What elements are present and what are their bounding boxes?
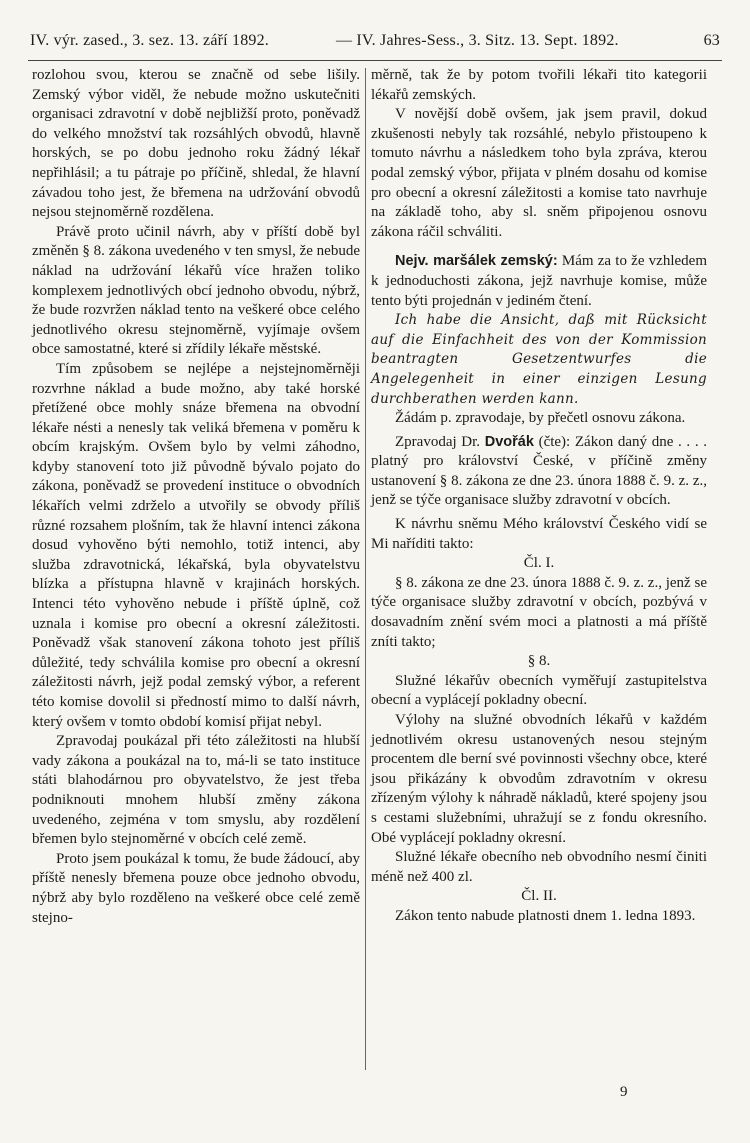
paragraph: Proto jsem poukázal k tomu, že bude žádoucí, aby příště nenesly břemena pouze obce jednoho obvodu, nýbrž aby bylo rozděleno na veškeré obce celé země stejno- [32, 850, 360, 926]
paragraph: Výlohy na služné obvodních lékařů v každém jednotlivém okresu ustanovených nesou stejným procentem dle berní své povinnosti všechny obce, které jsou přikázány k obvodům zdravotním v okresu zřízeným výlohy k náhradě nákladů, které spojeny jsou s cestami služebními, uhražují se z fondu okresního. Obé vyplácejí pokladny okresní. [371, 712, 707, 846]
speaker-paragraph [371, 252, 707, 311]
header-czech: IV. výr. zased., 3. sez. 13. září 1892. [30, 32, 270, 49]
left-column [32, 66, 360, 928]
sheet-number: 9 [620, 1084, 628, 1100]
speaker-paragraph [371, 433, 707, 511]
german-paragraph: Ich habe die Ansicht, daß mit Rücksicht auf die Einfachheit des von der Kommission beantragten Gesetzentwurfes die Angelegenheit in einer einzigen Lesung durchberathen werden kann. [371, 312, 707, 407]
paragraph: měrně, tak že by potom tvořili lékaři tito kategorii lékařů zemských. [371, 67, 707, 103]
paragraph: V novější době ovšem, jak jsem pravil, dokud zkušenosti nebyly tak rozsáhlé, nebylo přistoupeno k tomuto návrhu a následkem toho byla zpráva, kterou podal zemský výbor, přijata v plném dosahu od komise pro obecní a okresní záležitosti a komise tato navrhuje na základě toho, aby sl. sněm připojenou osnovu zákona ráčil schváliti. [371, 106, 707, 240]
article-heading: Čl. I. [523, 555, 555, 572]
speaker-label: Zpravodaj Dr. [395, 433, 481, 450]
paragraph: K návrhu sněmu Mého království Českého vidí se Mi naříditi takto: [371, 516, 707, 552]
speaker-label: Nejv. maršálek zemský: [395, 253, 558, 270]
right-column [371, 66, 707, 927]
page-header [30, 32, 720, 58]
section-heading: § 8. [527, 653, 551, 670]
speech-text: (čte): Zákon daný dne . . . . platný pro království České, v příčině změny ustanovení § 8. zákona ze dne 23. února 1888 č. 9. z. z., jenž se týče organisace služby zdravotní v obcích. [371, 433, 708, 509]
column-divider [365, 68, 366, 1070]
page-number: 63 [703, 32, 720, 49]
paragraph: Služné lékařův obecních vyměřují zastupitelstva obecní a vyplácejí pokladny obecní. [371, 672, 707, 709]
article-heading: Čl. II. [521, 888, 557, 905]
speech-text: Mám za to že vzhledem k jednoduchosti zákona, jejž navrhuje komise, může tento býti projednán v jediném čtení. [371, 253, 707, 309]
paragraph: rozlohou svou, kterou se značně od sebe lišily. Zemský výbor viděl, že nebude možno uskutečniti organisaci zdravotní v době nejbližší proto, poněvadž do velkého množství tak rozsáhlých obvodů, hlavně horských, se po dobu jednoho roku žádný lékař nepřihlásil; a tu pátraje po příčině, shledal, že hlavní závadou toho jest, že břemena na udržování obvodů nejsou stejnoměrně rozdělena. [32, 67, 360, 221]
header-german: — IV. Jahres-Sess., 3. Sitz. 13. Sept. 1892. [336, 32, 619, 49]
spacer [371, 242, 707, 252]
paragraph: Tím způsobem se nejlépe a nejstejnoměrněji rozvrhne náklad a bude možno, aby také horské přetížené obce mohly snáze břemena na obvodní lékaře nésti a nenesly tak veliká břemena v poměru k obcím krajským. Ovšem bylo by velmi záhodno, kdyby stanovení toto již původně bývalo pojato do zákona, poněvadž se provedení instituce o obvodních lékařích velmi zdrželo a utvořily se obvody příliš různé rozsahem plošním, tak že hlavní intenci zákona dosud vyhověno býti nemohlo, totiž intenci, aby služba zdravotnická, lékařská, byla obyvatelstvu blízka a přístupna hlavně v krajinách horských. Intenci této vyhověno nebude i příště úplně, což uznala i komise pro obecní a okresní záležitosti. Poněvadž však stanovení zákona tohoto jest příliš důležité, tedy schválila komise pro obecní a okresní záležitosti návrh, jejž podal zemský výbor, a referent této komise dovolil si předností mimo to další návrh, který ovšem v tomto období komisí přijat nebyl. [32, 360, 360, 730]
paragraph: Zpravodaj poukázal při této záležitosti na hlubší vady zákona a poukázal na to, má-li se tato instituce státi blahodárnou pro obyvatelstvo, že jest třeba podniknouti mnohem hlubší změny zákona uvedeného, zejména v tom smyslu, aby rozdělení břemen bylo stejnoměrné v obcích celé země. [32, 733, 360, 848]
paragraph: Právě proto učinil návrh, aby v příští době byl změněn § 8. zákona uvedeného v ten smysl, že nebude náklad na udržování lékařů více hražen toliko komplexem jednotlivých obcí jednoho obvodu, nýbrž, že bude rozvržen náklad tento na veškeré obce celého jednotlivého okresu stejnoměrně, vyjímaje ovšem obce samostatné, které si zřídily lékaře městské. [32, 223, 360, 358]
paragraph: § 8. zákona ze dne 23. února 1888 č. 9. z. z., jenž se týče organisace služby zdravotní v obcích, pozbývá v dosavadním znění svém moci a platnosti a má příště zníti takto; [371, 574, 707, 650]
paragraph: Služné lékaře obecního neb obvodního nesmí činiti méně než 400 zl. [371, 849, 707, 885]
paragraph: Žádám p. zpravodaje, by přečetl osnovu zákona. [395, 410, 686, 427]
speaker-name: Dvořák [484, 433, 534, 450]
paragraph: Zákon tento nabude platnosti dnem 1. ledna 1893. [395, 907, 696, 924]
header-rule [28, 60, 722, 61]
